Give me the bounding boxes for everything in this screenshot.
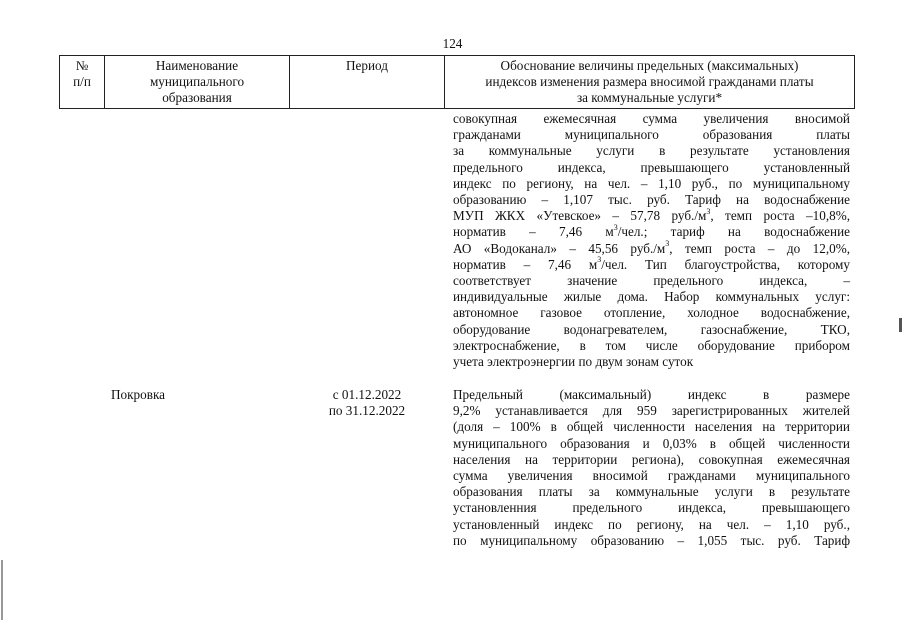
text-line: норматив – 7,46 $м^3$/чел. Тип благоустройства, которому — [453, 255, 850, 272]
text-line: индекс по региону, на чел. – 1,10 руб., по муниципальному — [453, 175, 850, 191]
table-right-border — [854, 55, 855, 109]
text-line: установленния предельного индекса, превышающего — [453, 500, 850, 516]
text-line: населения на территории региона), совокупная ежемесячная — [453, 451, 850, 467]
text-line: МУП ЖКХ «Утевское» – 57,78 $руб./м^3$, темп роста –10,8%, — [453, 206, 850, 224]
header-justification-line: Обоснование величины предельных (максимальных) — [500, 58, 799, 73]
text-line: Предельный (максимальный) индекс в размере — [453, 387, 850, 402]
text-line: индивидуальные жилые дома. Набор коммунальных услуг: — [453, 289, 850, 305]
text-line: образованию – 1,107 тыс. руб. Тариф на водоснабжение — [453, 192, 850, 208]
header-justification-line: за коммунальные услуги* — [576, 90, 723, 106]
period-start: с 01.12.2022 — [332, 387, 402, 402]
header-justification-cell — [445, 58, 854, 107]
page-number: 124 — [442, 36, 463, 51]
text-line: за коммунальные услуги в результате установления — [453, 143, 850, 159]
text-line: предельного индекса, превышающего установленный — [453, 159, 850, 175]
period-end: по 31.12.2022 — [328, 403, 406, 419]
header-period-line: Период — [346, 58, 388, 73]
text-line: норматив – 7,46 $м^3$/чел.; тариф на водоснабжение — [453, 223, 850, 240]
text-line: соответствует значение предельного индекса, – — [453, 273, 850, 289]
text-line: (доля – 100% в общей численности населения на территории — [453, 419, 850, 435]
text-line: по муниципальному образованию – 1,055 тыс. руб. Тариф — [453, 532, 850, 548]
scan-artifact — [899, 318, 902, 332]
period-cell — [290, 387, 444, 419]
text-line: оборудование водонагревателем, газоснабжение, ТКО, — [453, 321, 850, 337]
header-municipality-cell — [105, 58, 289, 107]
text-line: электроснабжение, в том числе оборудование прибором — [453, 337, 850, 353]
text-line: установленный индекс по региону, на чел. – 1,10 руб., — [453, 516, 850, 532]
continuation-paragraph — [453, 111, 850, 370]
header-municipality-line: образования — [162, 90, 232, 106]
justification-paragraph — [453, 387, 850, 549]
header-municipality-line: муниципального — [149, 74, 245, 90]
text-line: образования платы за коммунальные услуги в результате — [453, 484, 850, 500]
text-line: гражданами муниципального образования платы — [453, 127, 850, 143]
table-top-border — [59, 55, 855, 56]
header-number-cell — [60, 58, 104, 90]
text-line: сумма увеличения вносимой гражданами муниципального — [453, 468, 850, 484]
header-number-line: № — [75, 58, 89, 73]
text-line: муниципального образования и 0,03% в общей численности — [453, 435, 850, 451]
text-line: совокупная ежемесячная сумма увеличения вносимой — [453, 111, 850, 126]
header-bottom-border — [59, 108, 855, 109]
header-number-line: п/п — [73, 74, 91, 90]
header-municipality-line: Наименование — [155, 58, 239, 73]
header-period-cell — [290, 58, 444, 74]
text-line: 9,2% устанавливается для 959 зарегистрированных жителей — [453, 403, 850, 419]
text-line: АО «Водоканал» – 45,56 $руб./м^3$, темп роста – до 12,0%, — [453, 239, 850, 256]
header-justification-line: индексов изменения размера вносимой гражданами платы — [485, 74, 814, 90]
text-line: учета электроэнергии по двум зонам суток — [453, 354, 694, 370]
scan-artifact — [1, 560, 3, 620]
text-line: автономное газовое отопление, холодное водоснабжение, — [453, 305, 850, 321]
municipality-name: Покровка — [111, 387, 165, 402]
